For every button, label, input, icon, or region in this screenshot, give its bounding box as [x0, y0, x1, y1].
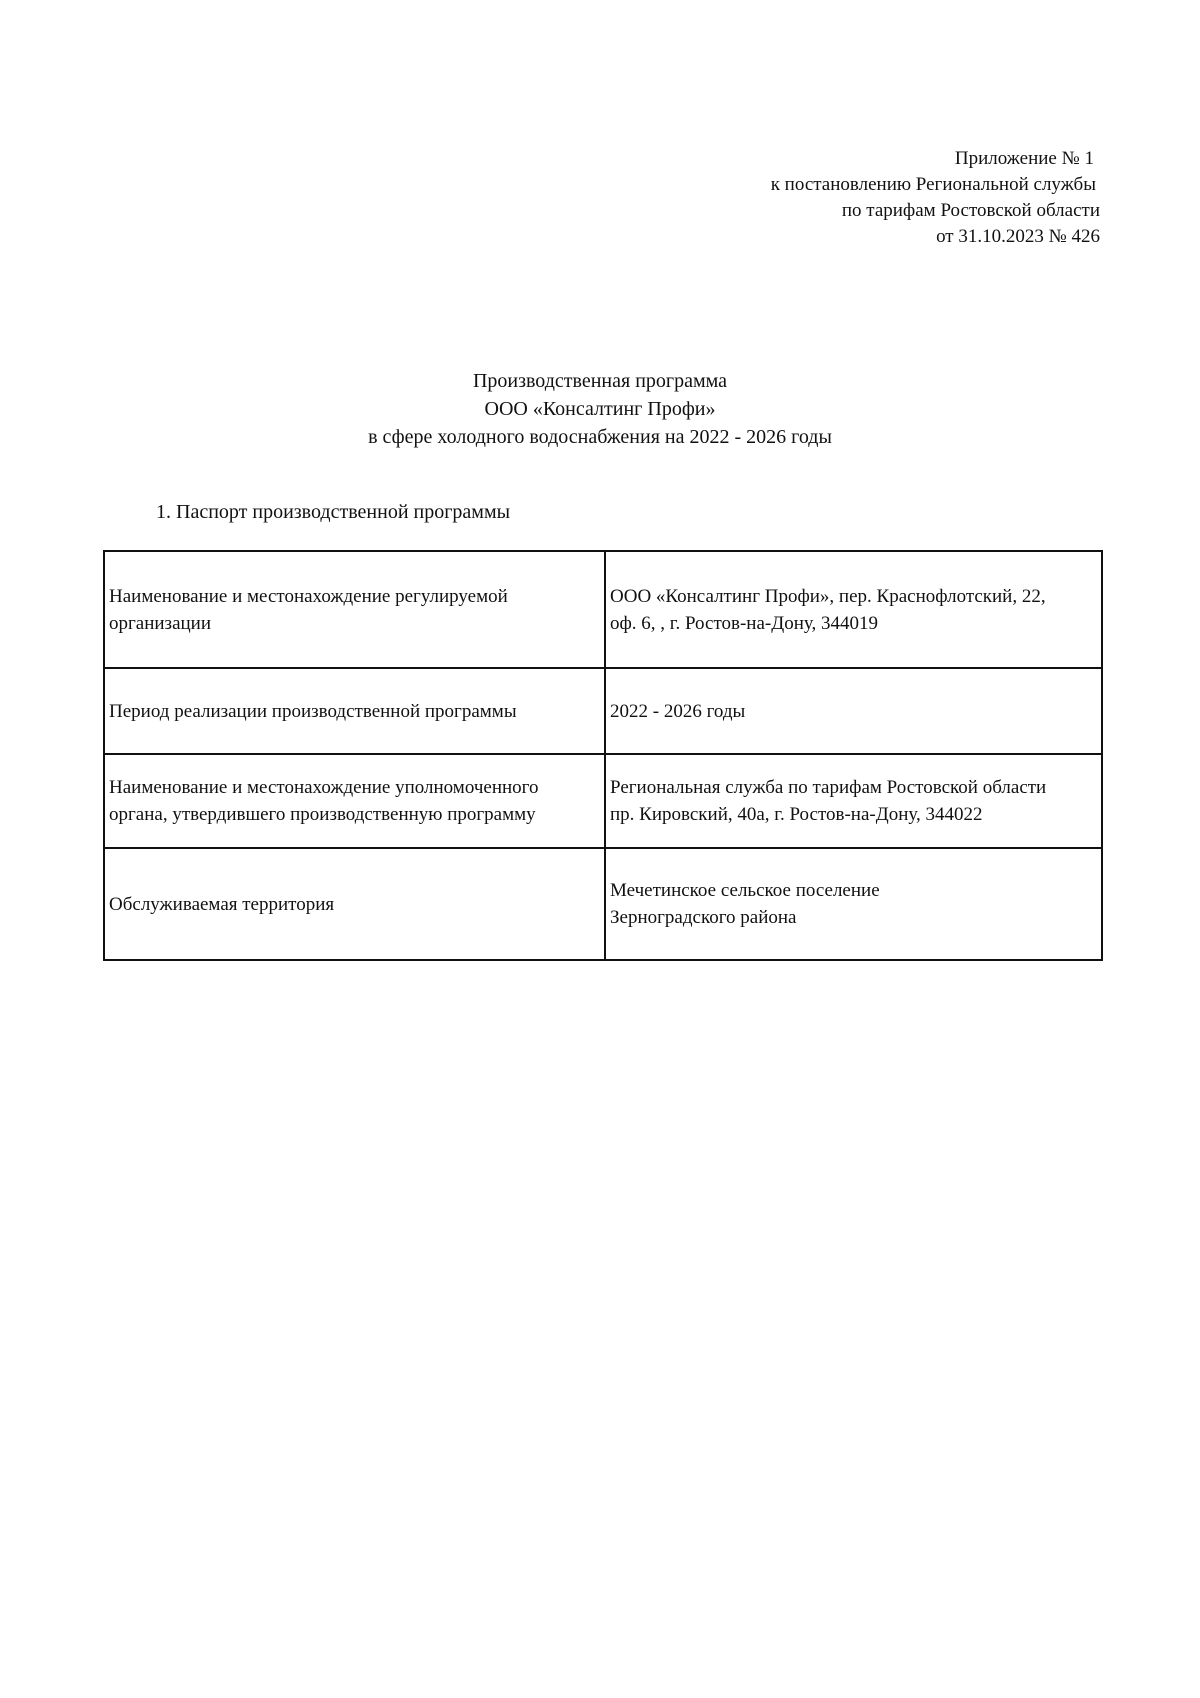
passport-table	[103, 550, 1103, 961]
row-value-cell	[605, 848, 1102, 960]
row-value: Зерноградского района	[610, 907, 797, 928]
title-line-company: ООО «Консалтинг Профи»	[484, 398, 716, 420]
row-label: Обслуживаемая территория	[109, 893, 335, 915]
table-row	[104, 551, 1102, 668]
row-value: ООО «Консалтинг Профи», пер. Краснофлотский, 22,	[610, 585, 1046, 607]
table-row	[104, 754, 1102, 848]
row-label: Наименование и местонахождение уполномоченного	[109, 777, 539, 798]
row-value-cell	[605, 551, 1102, 668]
row-label-cell	[104, 668, 605, 754]
appendix-line-resolution: к постановлению Региональной службы	[770, 174, 1096, 195]
document-title	[100, 367, 1100, 451]
table-row	[104, 668, 1102, 754]
appendix-note	[500, 146, 1100, 250]
section-heading: 1. Паспорт производственной программы	[156, 501, 511, 523]
row-value: Мечетинское сельское поселение	[610, 880, 880, 901]
row-label-cell	[104, 754, 605, 848]
row-label: организации	[109, 612, 212, 634]
appendix-line-authority: по тарифам Ростовской области	[841, 200, 1100, 221]
row-value: Региональная служба по тарифам Ростовской области	[610, 777, 1047, 798]
row-value: 2022 - 2026 годы	[610, 700, 746, 722]
appendix-line-date: от 31.10.2023 № 426	[936, 226, 1100, 247]
appendix-line-number: Приложение № 1	[954, 148, 1094, 169]
row-value: пр. Кировский, 40а, г. Ростов-на-Дону, 344022	[610, 804, 983, 825]
row-value: оф. 6, , г. Ростов-на-Дону, 344019	[610, 612, 878, 634]
title-line-program: Производственная программа	[472, 370, 728, 392]
row-value-cell	[605, 754, 1102, 848]
row-label-cell	[104, 551, 605, 668]
row-value-cell	[605, 668, 1102, 754]
table-row	[104, 848, 1102, 960]
row-label: Наименование и местонахождение регулируемой	[109, 585, 508, 607]
title-line-scope: в сфере холодного водоснабжения на 2022 - 2026 годы	[368, 426, 832, 448]
row-label: Период реализации производственной программы	[109, 700, 517, 722]
row-label: органа, утвердившего производственную программу	[109, 804, 536, 825]
row-label-cell	[104, 848, 605, 960]
